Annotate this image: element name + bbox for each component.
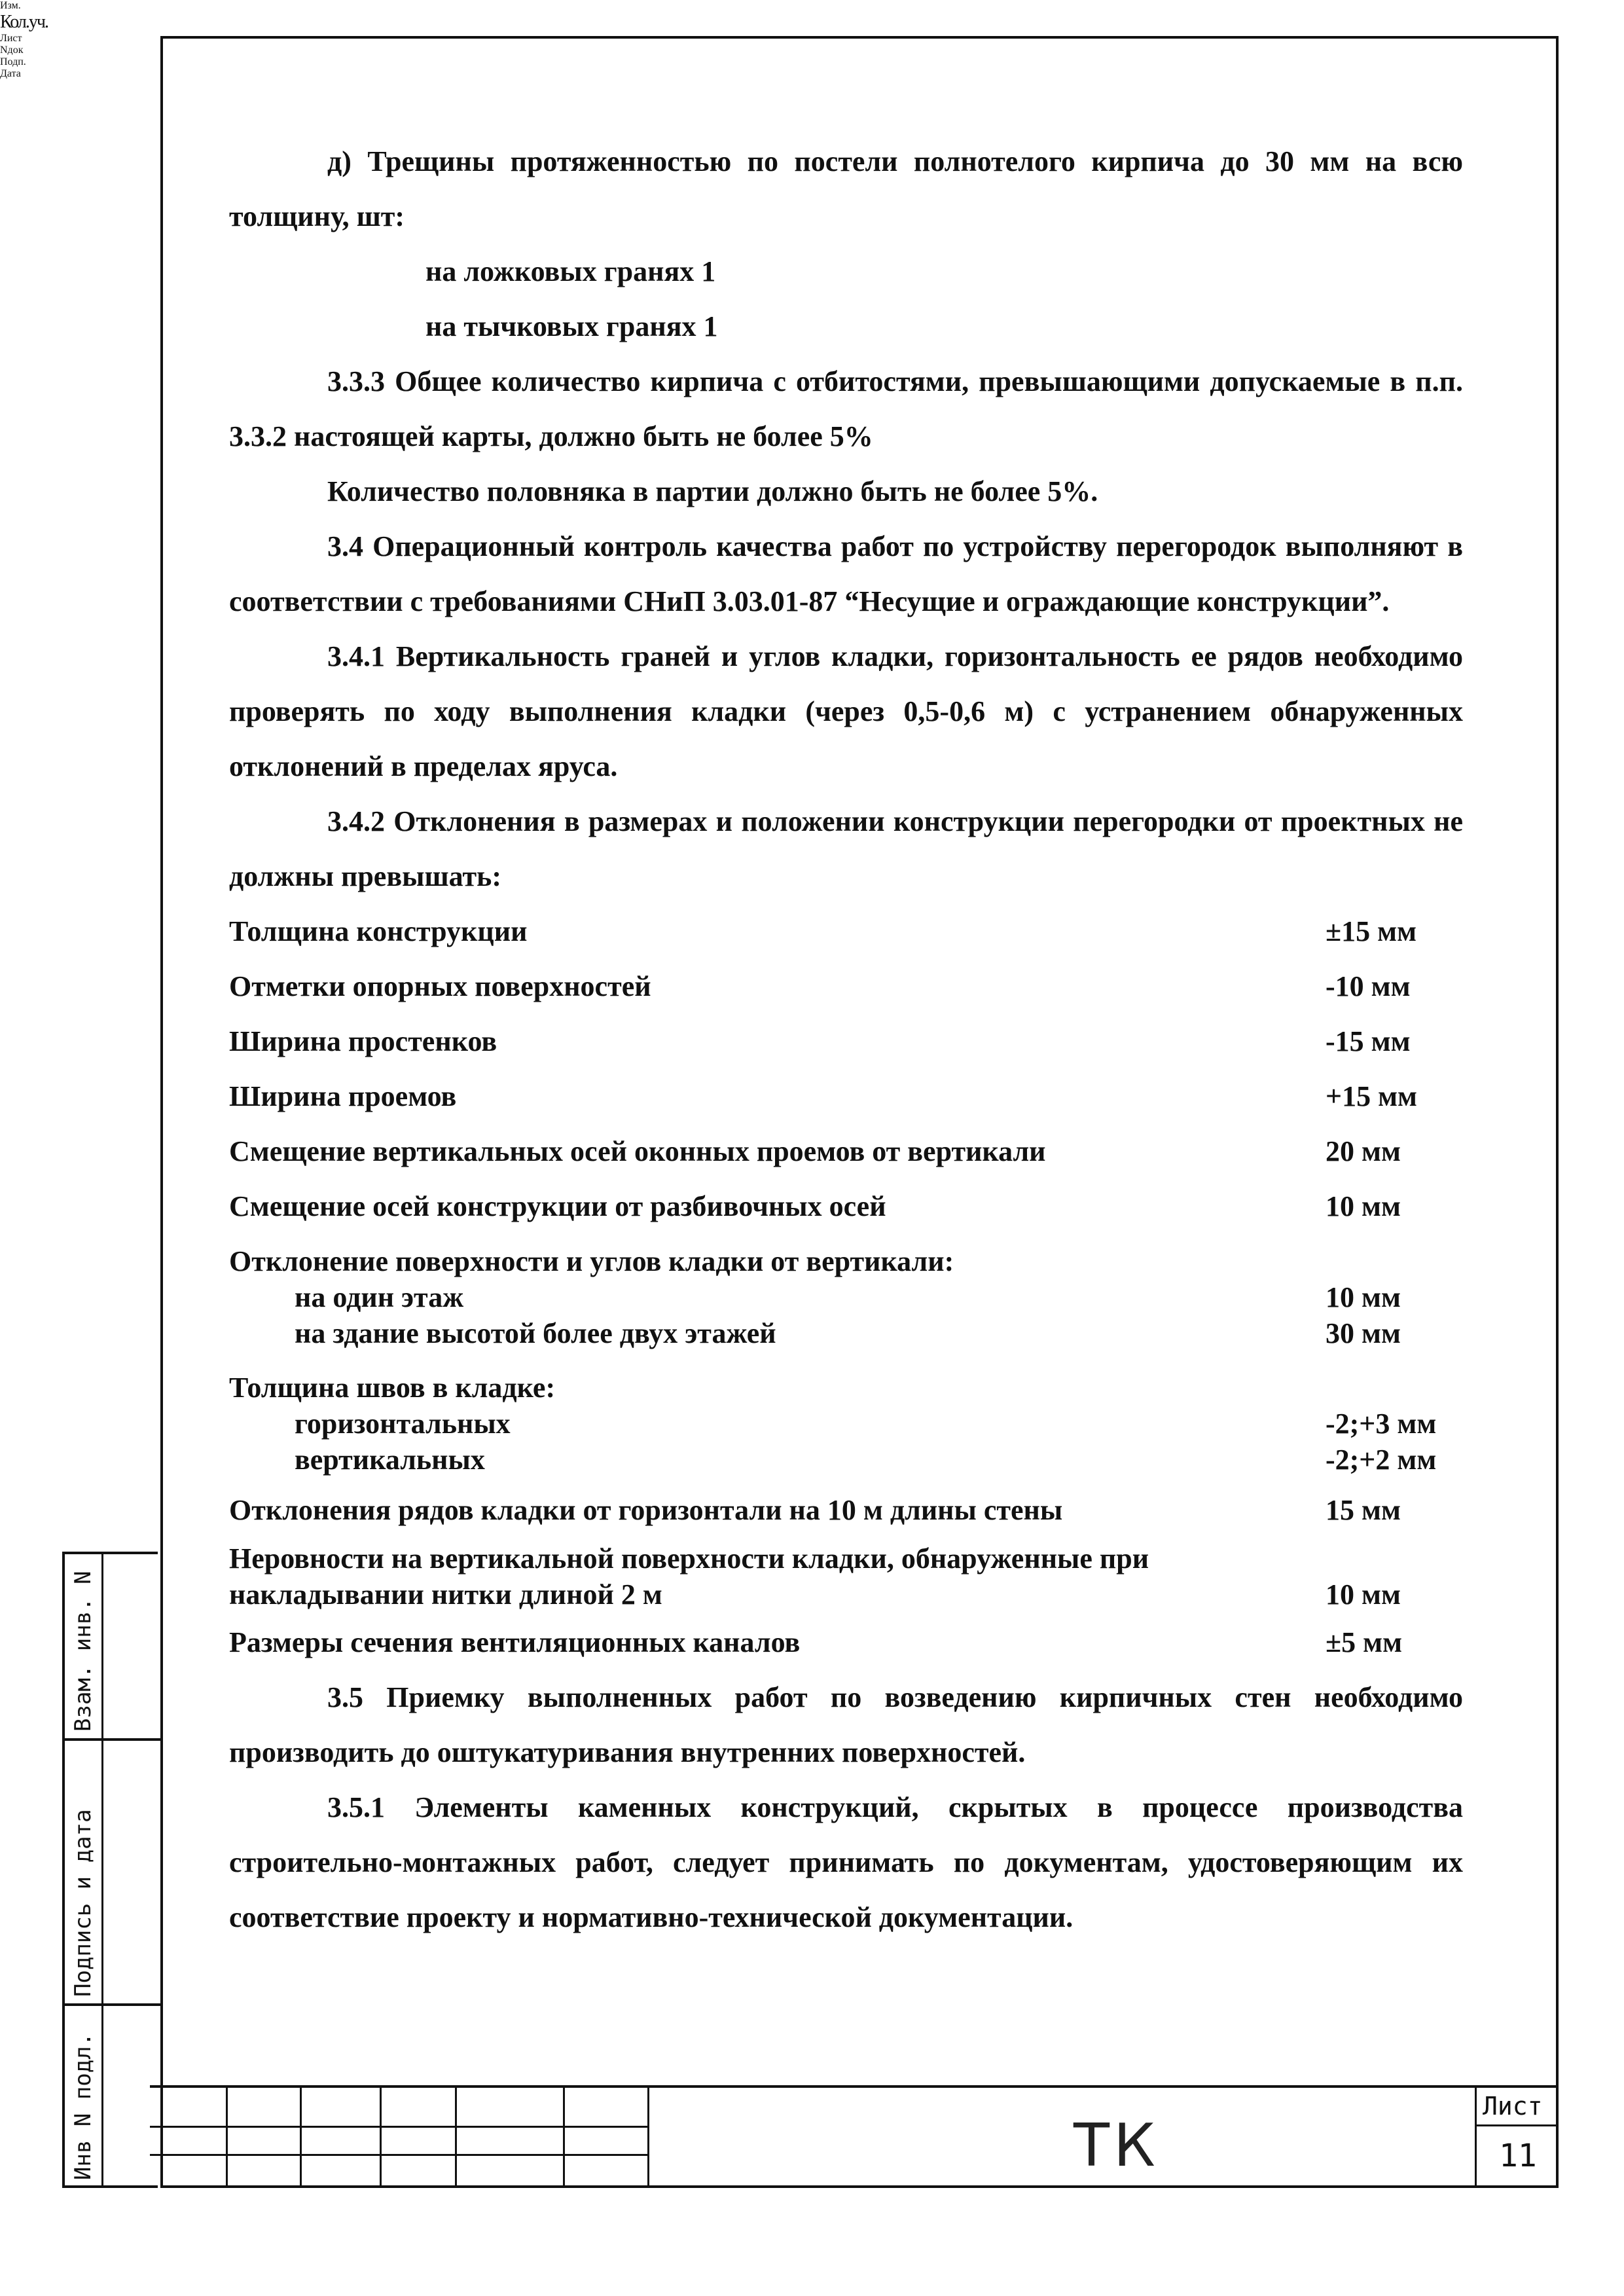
group-label: Отклонение поверхности и углов кладки от вертикали: xyxy=(229,1245,954,1277)
table-row xyxy=(229,1406,1463,1442)
tolerance-table xyxy=(229,904,1463,1670)
table-row xyxy=(229,1615,1463,1670)
side-label-signature-date: Подпись и дата xyxy=(70,1809,96,1997)
paragraph-3-3-3: 3.3.3 Общее количество кирпича с отбитостями, превышающими допускаемые в п.п. 3.3.2 настоящей карты, должно быть не более 5% xyxy=(229,365,1463,452)
joints-group xyxy=(229,1370,1463,1478)
cracks-stretcher: на ложковых гранях 1 xyxy=(425,255,716,287)
row-label: Неровности на вертикальной поверхности кладки, обнаруженные при xyxy=(229,1542,1149,1575)
row-value: ±5 мм xyxy=(1326,1626,1403,1658)
side-label-replaced-inv: Взам. инв. N xyxy=(70,1571,96,1732)
row-value: 15 мм xyxy=(1326,1494,1401,1526)
cracks-header: на тычковых гранях 1 xyxy=(425,310,718,342)
col-kol-uch: Кол.уч. xyxy=(0,12,48,32)
row-label: Размеры сечения вентиляционных каналов xyxy=(229,1626,801,1658)
table-row xyxy=(229,1315,1463,1351)
row-label: на здание высотой более двух этажей xyxy=(295,1317,776,1349)
row-label: Отметки опорных поверхностей xyxy=(229,970,651,1002)
document-code: ТК xyxy=(1074,2111,1159,2180)
paragraph-3-4: 3.4 Операционный контроль качества работ по устройству перегородок выполняют в соответствии с требованиями СНиП 3.03.01-87 “Несущие и ограждающие конструкции”. xyxy=(229,530,1463,617)
paragraph-3-5: 3.5 Приемку выполненных работ по возведению кирпичных стен необходимо производить до оштукатуривания внутренних поверхностей. xyxy=(229,1681,1463,1768)
table-row xyxy=(229,904,1463,959)
group-label: Толщина швов в кладке: xyxy=(229,1372,556,1404)
row-value: +15 мм xyxy=(1326,1080,1418,1112)
row-label: Ширина простенков xyxy=(229,1025,497,1057)
row-value: -15 мм xyxy=(1326,1025,1411,1057)
row-value: ±15 мм xyxy=(1326,915,1417,947)
table-row xyxy=(229,1442,1463,1478)
table-row xyxy=(229,1279,1463,1315)
table-row xyxy=(229,1069,1463,1124)
row-label: горизонтальных xyxy=(295,1408,511,1440)
document-body xyxy=(229,134,1463,1945)
row-label: Смещение вертикальных осей оконных проемов от вертикали xyxy=(229,1135,1046,1167)
paragraph-3-4-1: 3.4.1 Вертикальность граней и углов кладки, горизонтальность ее рядов необходимо проверять по ходу выполнения кладки (через 0,5-0,6 м) с устранением обнаруженных отклонений в пределах яруса. xyxy=(229,640,1463,782)
row-label: Отклонения рядов кладки от горизонтали на 10 м длины стены xyxy=(229,1494,1063,1526)
uneven-group xyxy=(229,1540,1463,1613)
side-label-original-inv: Инв N подл. xyxy=(70,2032,96,2180)
col-list: Лист xyxy=(0,33,22,44)
table-row xyxy=(229,1179,1463,1234)
paragraph-half-brick: Количество половняка в партии должно быть не более 5%. xyxy=(327,475,1098,507)
row-value: 30 мм xyxy=(1326,1317,1401,1349)
row-value: 20 мм xyxy=(1326,1135,1401,1167)
sheet-label: Лист xyxy=(1483,2092,1543,2121)
col-data: Дата xyxy=(0,68,21,79)
col-izm: Изм. xyxy=(0,0,21,11)
deviation-group xyxy=(229,1243,1463,1351)
table-row xyxy=(229,1540,1463,1576)
row-value: 10 мм xyxy=(1326,1190,1401,1222)
row-value: -2;+3 мм xyxy=(1326,1408,1437,1440)
table-row xyxy=(229,1483,1463,1538)
row-label: вертикальных xyxy=(295,1444,485,1476)
col-podp: Подп. xyxy=(0,56,26,67)
table-row xyxy=(229,959,1463,1014)
table-row xyxy=(229,1576,1463,1613)
paragraph-3-4-2: 3.4.2 Отклонения в размерах и положении конструкции перегородки от проектных не должны превышать: xyxy=(229,805,1463,892)
row-value: 10 мм xyxy=(1326,1281,1401,1313)
row-value: -10 мм xyxy=(1326,970,1411,1002)
sheet-number: 11 xyxy=(1499,2138,1537,2174)
row-label: на один этаж xyxy=(295,1281,464,1313)
paragraph-cracks: д) Трещины протяженностью по постели полнотелого кирпича до 30 мм на всю толщину, шт: xyxy=(229,145,1463,232)
row-value: 10 мм xyxy=(1326,1578,1401,1611)
col-ndok: Nдок xyxy=(0,45,24,56)
side-stamp xyxy=(62,1552,160,2188)
row-label: Ширина проемов xyxy=(229,1080,457,1112)
row-label: Смещение осей конструкции от разбивочных осей xyxy=(229,1190,886,1222)
row-label: Толщина конструкции xyxy=(229,915,528,947)
table-row xyxy=(229,1124,1463,1179)
paragraph-3-5-1: 3.5.1 Элементы каменных конструкций, скрытых в процессе производства строительно-монтажных работ, следует принимать по документам, удостоверяющим их соответствие проекту и нормативно-технической документации. xyxy=(229,1791,1463,1933)
group-heading xyxy=(229,1370,1463,1406)
table-row xyxy=(229,1014,1463,1069)
row-label: накладывании нитки длиной 2 м xyxy=(229,1578,662,1611)
row-value: -2;+2 мм xyxy=(1326,1444,1437,1476)
group-heading xyxy=(229,1243,1463,1279)
